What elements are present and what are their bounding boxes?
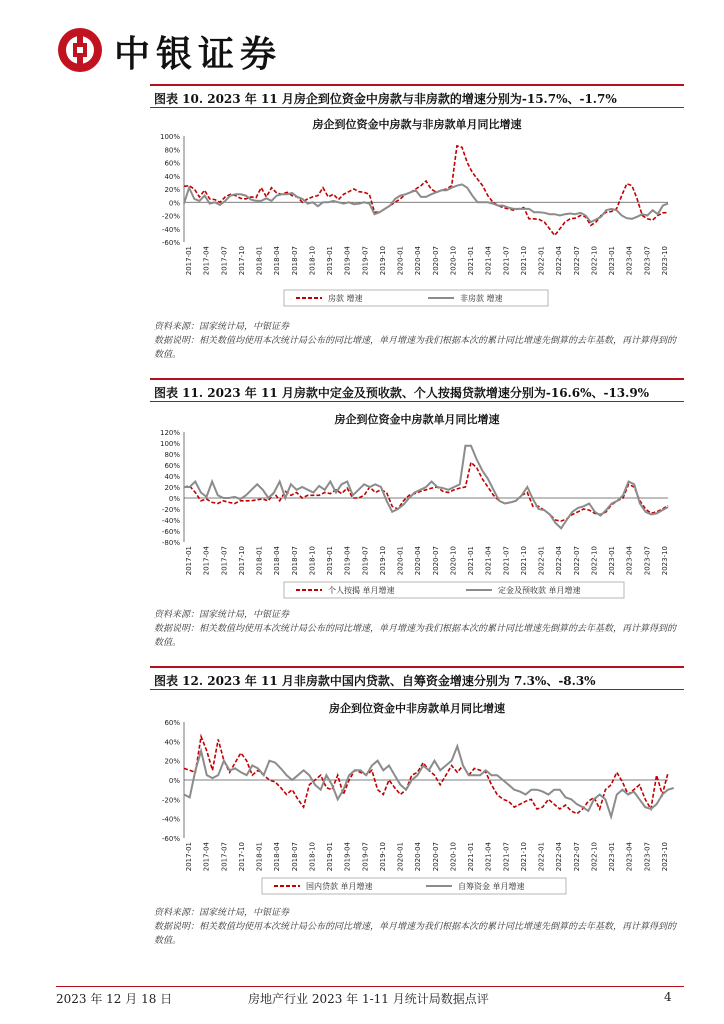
x-tick-label: 2023-07 bbox=[643, 246, 652, 276]
y-tick-label: 100% bbox=[159, 133, 180, 141]
x-tick-label: 2017-01 bbox=[185, 546, 193, 576]
x-tick-label: 2023-01 bbox=[608, 842, 617, 872]
x-tick-label: 2017-10 bbox=[237, 842, 246, 872]
section-rule bbox=[150, 689, 684, 690]
x-tick-label: 2017-10 bbox=[237, 546, 246, 576]
x-tick-label: 2022-10 bbox=[590, 842, 599, 872]
x-tick-label: 2023-07 bbox=[643, 546, 652, 576]
x-tick-label: 2020-01 bbox=[396, 546, 405, 576]
x-tick-label: 2023-01 bbox=[608, 546, 617, 576]
legend-label: 自筹资金 单月增速 bbox=[458, 882, 525, 891]
x-tick-label: 2019-04 bbox=[343, 546, 352, 576]
x-tick-label: 2017-01 bbox=[185, 246, 193, 276]
x-tick-label: 2021-10 bbox=[519, 546, 528, 576]
figure-10-source: 资料来源：国家统计局，中银证券 bbox=[154, 322, 290, 332]
x-tick-label: 2021-07 bbox=[502, 246, 511, 276]
x-tick-label: 2021-10 bbox=[519, 842, 528, 872]
x-tick-label: 2020-10 bbox=[449, 842, 458, 872]
legend-label: 房款 增速 bbox=[328, 294, 363, 303]
y-tick-label: -20% bbox=[161, 506, 180, 514]
section-rule bbox=[150, 84, 684, 86]
legend-label: 个人按揭 单月增速 bbox=[328, 586, 395, 595]
x-tick-label: 2020-04 bbox=[414, 546, 423, 576]
x-tick-label: 2017-10 bbox=[237, 246, 246, 276]
y-tick-label: 60% bbox=[164, 462, 180, 470]
x-tick-label: 2020-07 bbox=[431, 546, 440, 576]
y-tick-label: -60% bbox=[161, 835, 180, 843]
figure-11-source: 资料来源：国家统计局，中银证券 bbox=[154, 610, 290, 620]
x-tick-label: 2017-01 bbox=[185, 842, 193, 872]
x-tick-label: 2019-04 bbox=[343, 842, 352, 872]
x-tick-label: 2019-10 bbox=[378, 546, 387, 576]
y-tick-label: 40% bbox=[164, 172, 180, 181]
x-tick-label: 2017-07 bbox=[220, 246, 229, 276]
figure-12-source: 资料来源：国家统计局，中银证券 bbox=[154, 908, 290, 918]
x-tick-label: 2021-01 bbox=[467, 842, 476, 872]
x-tick-label: 2019-04 bbox=[343, 246, 352, 276]
x-tick-label: 2022-07 bbox=[572, 546, 581, 576]
legend-label: 定金及预收款 单月增速 bbox=[498, 586, 581, 595]
x-tick-label: 2021-07 bbox=[502, 546, 511, 576]
x-tick-label: 2019-10 bbox=[378, 245, 387, 276]
x-tick-label: 2018-07 bbox=[290, 246, 299, 276]
y-tick-label: -80% bbox=[161, 539, 180, 547]
report-header bbox=[0, 0, 724, 84]
chart-2-title: 房企到位资金中房款单月同比增速 bbox=[334, 413, 500, 426]
x-tick-label: 2019-07 bbox=[361, 842, 370, 872]
figure-12-title: 图表 12. 2023 年 11 月非房款中国内贷款、自筹资金增速分别为 7.3%、-8.3% bbox=[154, 674, 596, 688]
x-tick-label: 2021-04 bbox=[484, 246, 493, 276]
x-tick-label: 2022-01 bbox=[537, 842, 546, 872]
legend-label: 国内贷款 单月增速 bbox=[306, 882, 373, 891]
y-tick-label: 0% bbox=[168, 199, 180, 208]
y-tick-label: -60% bbox=[161, 239, 180, 247]
x-tick-label: 2021-01 bbox=[467, 246, 476, 276]
x-tick-label: 2023-10 bbox=[661, 842, 669, 872]
x-tick-label: 2021-01 bbox=[467, 546, 476, 576]
x-tick-label: 2017-07 bbox=[220, 842, 229, 872]
y-tick-label: 40% bbox=[164, 738, 180, 747]
y-tick-label: 0% bbox=[168, 495, 180, 503]
y-tick-label: -40% bbox=[161, 225, 180, 234]
y-tick-label: -60% bbox=[161, 528, 180, 536]
x-tick-label: 2021-10 bbox=[519, 246, 528, 276]
x-tick-label: 2020-10 bbox=[449, 246, 458, 276]
x-tick-label: 2020-04 bbox=[414, 246, 423, 276]
x-tick-label: 2023-04 bbox=[625, 246, 634, 276]
y-tick-label: 20% bbox=[164, 757, 180, 766]
x-tick-label: 2020-10 bbox=[449, 546, 458, 576]
x-tick-label: 2022-01 bbox=[537, 546, 546, 576]
figure-11-note: 数据说明：相关数值均使用本次统计局公布的同比增速，单月增速为我们根据本次的累计同比增速先倒算的去年基数，再计算得到的数值。 bbox=[154, 624, 677, 648]
figure-11-title: 图表 11. 2023 年 11 月房款中定金及预收款、个人按揭贷款增速分别为-16.6%、-13.9% bbox=[154, 386, 650, 400]
x-tick-label: 2023-10 bbox=[661, 246, 669, 276]
x-tick-label: 2023-10 bbox=[661, 546, 669, 576]
x-tick-label: 2019-01 bbox=[326, 842, 335, 872]
x-tick-label: 2018-01 bbox=[255, 546, 264, 576]
y-tick-label: -40% bbox=[161, 517, 180, 525]
series-line-gray bbox=[184, 446, 668, 529]
y-tick-label: 60% bbox=[164, 719, 180, 727]
legend-box bbox=[284, 290, 548, 306]
x-tick-label: 2018-01 bbox=[255, 246, 264, 276]
figure-12-note: 数据说明：相关数值均使用本次统计局公布的同比增速，单月增速为我们根据本次的累计同比增速先倒算的去年基数，再计算得到的数值。 bbox=[154, 922, 677, 946]
x-tick-label: 2023-07 bbox=[643, 842, 652, 872]
x-tick-label: 2017-04 bbox=[202, 546, 211, 576]
figure-10-note: 数据说明：相关数值均使用本次统计局公布的同比增速，单月增速为我们根据本次的累计同比增速先倒算的去年基数，再计算得到的数值。 bbox=[154, 336, 677, 360]
x-tick-label: 2020-07 bbox=[431, 246, 440, 276]
figure-10-title: 图表 10. 2023 年 11 月房企到位资金中房款与非房款的增速分别为-15.7%、-1.7% bbox=[154, 92, 617, 106]
x-tick-label: 2022-04 bbox=[555, 546, 564, 576]
x-tick-label: 2020-01 bbox=[396, 245, 405, 276]
x-tick-label: 2020-07 bbox=[431, 842, 440, 872]
y-tick-label: 20% bbox=[164, 484, 180, 492]
section-rule bbox=[150, 666, 684, 668]
x-tick-label: 2018-10 bbox=[308, 842, 317, 872]
x-tick-label: 2022-07 bbox=[572, 246, 581, 276]
footer-report-name: 房地产行业 2023 年 1-11 月统计局数据点评 bbox=[248, 992, 489, 1006]
x-tick-label: 2021-04 bbox=[484, 842, 493, 872]
x-tick-label: 2022-10 bbox=[590, 546, 599, 576]
footer-page-number: 4 bbox=[664, 990, 672, 1004]
y-tick-label: -20% bbox=[161, 796, 180, 805]
x-tick-label: 2018-04 bbox=[273, 546, 282, 576]
x-tick-label: 2020-01 bbox=[396, 842, 405, 872]
y-tick-label: 120% bbox=[159, 429, 180, 437]
section-rule bbox=[150, 401, 684, 402]
x-tick-label: 2019-07 bbox=[361, 246, 370, 276]
brand-name: 中银证券 bbox=[114, 33, 283, 75]
x-tick-label: 2021-04 bbox=[484, 546, 493, 576]
chart-3-title: 房企到位资金中非房款单月同比增速 bbox=[329, 702, 505, 715]
series-line-red bbox=[184, 146, 668, 236]
x-tick-label: 2022-07 bbox=[572, 842, 581, 872]
boc-logo-icon bbox=[58, 28, 102, 72]
x-tick-label: 2018-07 bbox=[290, 546, 299, 576]
x-tick-label: 2018-04 bbox=[273, 842, 282, 872]
y-tick-label: -20% bbox=[161, 212, 180, 221]
x-tick-label: 2017-07 bbox=[220, 546, 229, 576]
x-tick-label: 2018-01 bbox=[255, 842, 264, 872]
x-tick-label: 2018-10 bbox=[308, 546, 317, 576]
y-tick-label: 40% bbox=[164, 473, 180, 481]
x-tick-label: 2017-04 bbox=[202, 842, 211, 872]
x-tick-label: 2021-07 bbox=[502, 842, 511, 872]
legend-label: 非房款 增速 bbox=[460, 294, 503, 303]
y-tick-label: 80% bbox=[164, 146, 180, 155]
section-rule bbox=[150, 378, 684, 380]
x-tick-label: 2023-04 bbox=[625, 546, 634, 576]
series-line-gray bbox=[184, 184, 668, 222]
x-tick-label: 2022-01 bbox=[537, 246, 546, 276]
x-tick-label: 2017-04 bbox=[202, 246, 211, 276]
y-tick-label: 0% bbox=[168, 777, 180, 785]
x-tick-label: 2022-04 bbox=[555, 246, 564, 276]
x-tick-label: 2022-10 bbox=[590, 246, 599, 276]
y-tick-label: -40% bbox=[161, 815, 180, 824]
chart-3 bbox=[150, 714, 684, 902]
x-tick-label: 2019-10 bbox=[378, 842, 387, 872]
chart-2 bbox=[150, 426, 684, 604]
x-tick-label: 2019-01 bbox=[326, 546, 335, 576]
footer-rule bbox=[56, 986, 684, 987]
chart-1-title: 房企到位资金中房款与非房款单月同比增速 bbox=[312, 118, 522, 131]
footer-date: 2023 年 12 月 18 日 bbox=[56, 992, 173, 1006]
x-tick-label: 2023-04 bbox=[625, 842, 634, 872]
y-tick-label: 100% bbox=[159, 440, 180, 448]
x-tick-label: 2018-04 bbox=[273, 246, 282, 276]
x-tick-label: 2022-04 bbox=[555, 842, 564, 872]
x-tick-label: 2019-07 bbox=[361, 546, 370, 576]
x-tick-label: 2019-01 bbox=[326, 246, 335, 276]
chart-1 bbox=[150, 130, 684, 318]
y-tick-label: 60% bbox=[164, 159, 180, 168]
x-tick-label: 2023-01 bbox=[608, 246, 617, 276]
x-tick-label: 2020-04 bbox=[414, 842, 423, 872]
section-rule bbox=[150, 107, 684, 108]
series-line-red bbox=[184, 737, 668, 814]
x-tick-label: 2018-07 bbox=[290, 842, 299, 872]
x-tick-label: 2018-10 bbox=[308, 246, 317, 276]
y-tick-label: 80% bbox=[164, 451, 180, 459]
y-tick-label: 20% bbox=[164, 186, 180, 194]
